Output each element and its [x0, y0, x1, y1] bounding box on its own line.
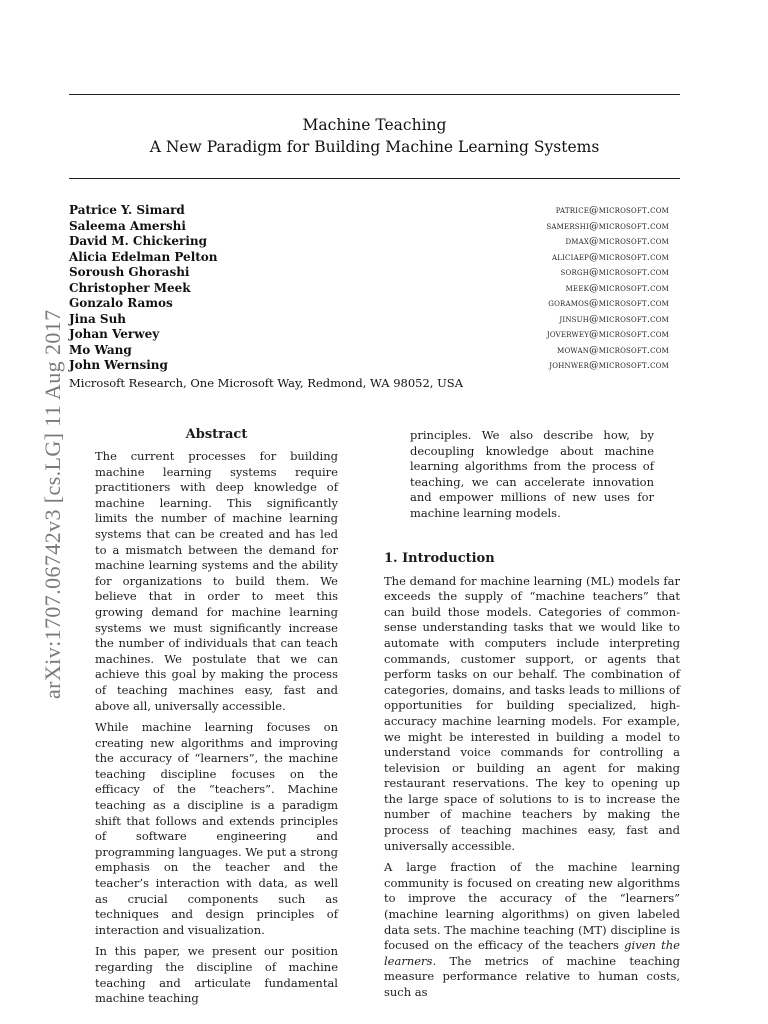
author-row [69, 358, 669, 374]
author-email: patrice@microsoft.com [555, 205, 669, 216]
arxiv-identifier-stamp: arXiv:1707.06742v3 [cs.LG] 11 Aug 2017 [40, 309, 65, 699]
author-email: johnwer@microsoft.com [549, 360, 669, 371]
left-column [95, 425, 338, 1013]
author-name: Patrice Y. Simard [69, 203, 185, 217]
author-row [69, 296, 669, 312]
author-row [69, 343, 669, 359]
author-name: John Wernsing [69, 358, 168, 372]
introduction-paragraph-2 [384, 860, 680, 1000]
author-name: Soroush Ghorashi [69, 265, 190, 279]
introduction-paragraph-2-emphasis: given the learners [384, 938, 680, 968]
author-name: Gonzalo Ramos [69, 296, 173, 310]
author-row [69, 203, 669, 219]
author-email: samershi@microsoft.com [546, 220, 669, 232]
author-email: jinsuh@microsoft.com [559, 313, 669, 325]
author-email: goramos@microsoft.com [548, 298, 669, 309]
author-email: meek@microsoft.com [565, 282, 669, 294]
abstract-heading: Abstract [185, 427, 248, 442]
author-row [69, 327, 669, 343]
author-row [69, 265, 669, 281]
introduction-heading: 1. Introduction [384, 550, 495, 566]
author-email: mowan@microsoft.com [557, 344, 669, 356]
introduction-paragraph-2-text: A large fraction of the machine learning community is focused on creating new algorithms to improve the accuracy of the “learners” (machine learning algorithms) on given labeled data sets. The machine teaching (MT) discipline is focused on the efficacy of the teachers [384, 860, 680, 953]
author-name: David M. Chickering [69, 234, 208, 248]
abstract-paragraph-1: The current processes for building machine learning systems require practitioners with deep knowledge of machine learning. This significantly limits the number of machine learning systems that can be created and has led to a mismatch between the demand for machine learning systems and the ability for organizations to build them. We believe that in order to meet this growing demand for machine learning systems we must significantly increase the number of individuals that can teach machines. We postulate that we can achieve this goal by making the process of teaching machines easy, fast and above all, universally accessible. [95, 449, 338, 713]
author-email: sorgh@microsoft.com [560, 267, 669, 278]
author-name: Christopher Meek [69, 280, 191, 295]
abstract-paragraph-3-continued: principles. We also describe how, by decoupling knowledge about machine learning algorithms from the process of teaching, we can accelerate innovation and empower millions of new uses for machine learning models. [410, 428, 654, 520]
right-column [384, 428, 680, 1007]
author-name: Saleema Amershi [69, 218, 186, 233]
title-top-rule [69, 94, 680, 95]
introduction-paragraph-2-text-end: . The metrics of machine teaching measure performance relative to human costs, such as [384, 953, 680, 999]
author-email: aliciaep@microsoft.com [551, 251, 669, 263]
author-name: Alicia Edelman Pelton [69, 249, 218, 264]
author-name: Jina Suh [69, 311, 127, 326]
paper-title-line-2: A New Paradigm for Building Machine Learning Systems [149, 138, 600, 156]
author-name: Mo Wang [69, 342, 132, 357]
author-name: Johan Verwey [69, 327, 160, 341]
author-row [69, 281, 669, 297]
title-bottom-rule [69, 178, 680, 179]
paper-title-line-1: Machine Teaching [302, 116, 447, 134]
author-affiliation: Microsoft Research, One Microsoft Way, Redmond, WA 98052, USA [69, 376, 463, 390]
author-row [69, 219, 669, 235]
author-row [69, 312, 669, 328]
author-email: joverwey@microsoft.com [546, 329, 669, 340]
introduction-paragraph-1: The demand for machine learning (ML) models far exceeds the supply of “machine teachers” that can build those models. Categories of common-sense understanding tasks that we would like to automate with computers include interpreting commands, customer support, or agents that perform tasks on our behalf. The combination of categories, domains, and tasks leads to millions of opportunities for building specialized, high-accuracy machine learning models. For example, we might be interested in building a model to understand voice commands for controlling a television or building an agent for making restaurant reservations. The key to opening up the large space of solutions to is to increase the number of machine teachers by making the process of teaching machines easy, fast and universally accessible. [384, 573, 680, 853]
abstract-paragraph-2: While machine learning focuses on creating new algorithms and improving the accuracy of “learners”, the machine teaching discipline focuses on the efficacy of the “teachers”. Machine teaching as a discipline is a paradigm shift that follows and extends principles of software engineering and programming languages. We put a strong emphasis on the teacher and the teacher’s interaction with data, as well as crucial components such as techniques and design principles of interaction and visualization. [95, 720, 338, 937]
abstract-paragraph-3: In this paper, we present our position regarding the discipline of machine teaching and articulate fundamental machine teaching [95, 944, 338, 1006]
author-row [69, 250, 669, 266]
author-row [69, 234, 669, 250]
author-list [69, 203, 669, 374]
author-email: dmax@microsoft.com [565, 236, 669, 247]
